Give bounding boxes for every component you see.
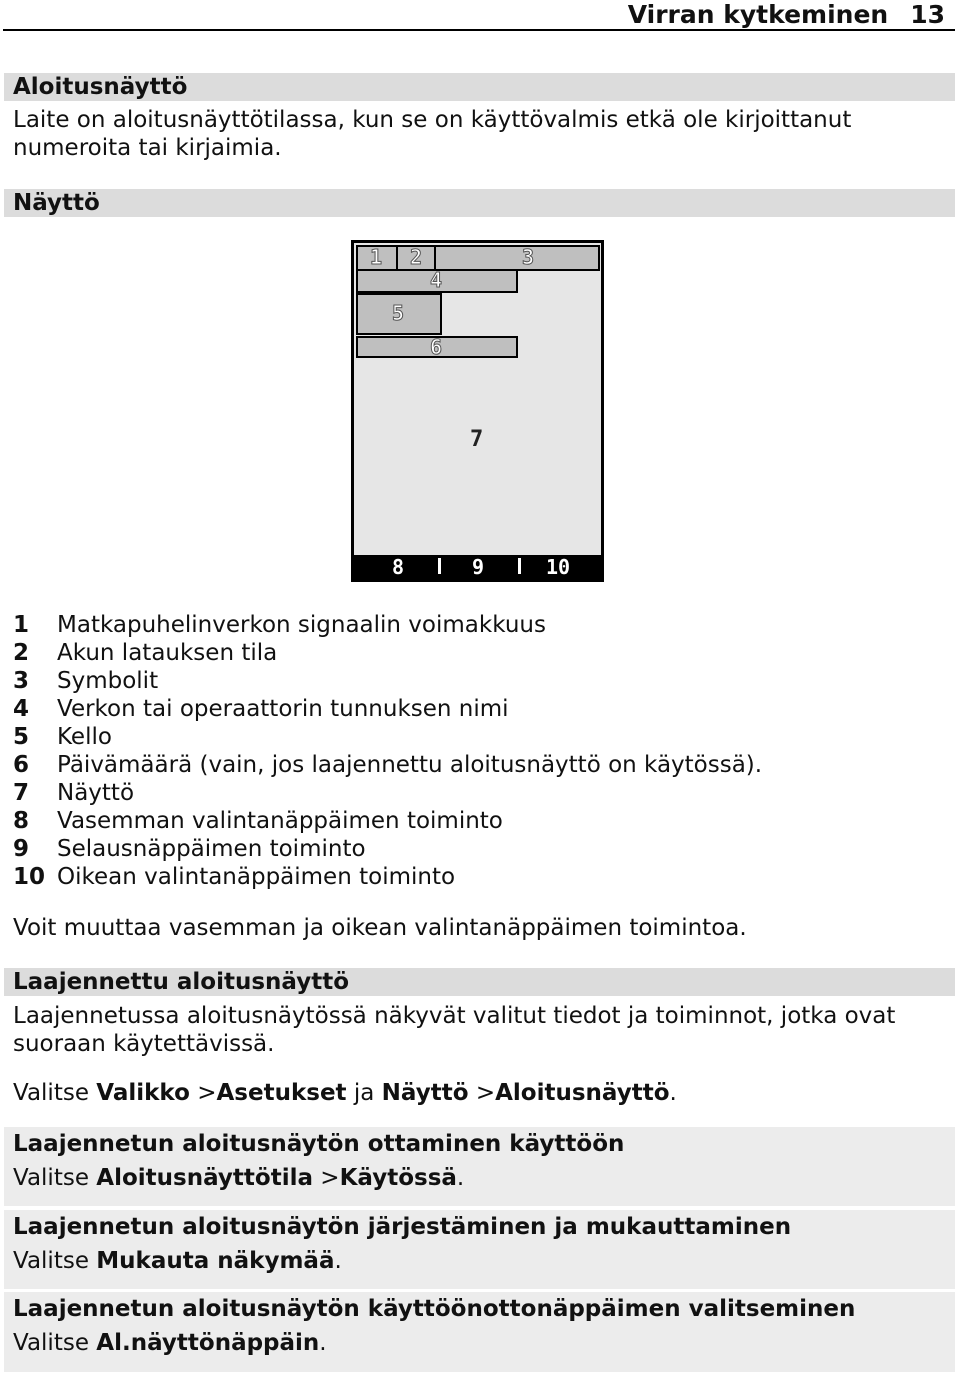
legend-text: Vasemman valintanäppäimen toiminto	[57, 808, 503, 834]
softkey-divider	[518, 558, 521, 574]
instruction-prefix: Valitse	[13, 1248, 89, 1274]
path-separator: >	[475, 1080, 496, 1106]
menu-item-mukauta-nakymaa: Mukauta näkymää	[96, 1248, 335, 1274]
chapter-title: Virran kytkeminen	[627, 0, 889, 29]
display-diagram	[351, 240, 604, 582]
legend-number: 1	[13, 612, 30, 638]
legend-number: 7	[13, 780, 30, 806]
legend-number: 5	[13, 724, 30, 750]
legend-number: 10	[13, 864, 46, 890]
legend-text: Selausnäppäimen toiminto	[57, 836, 366, 862]
softkey-note: Voit muuttaa vasemman ja oikean valintanäppäimen toimintoa.	[13, 915, 747, 941]
path-end: .	[456, 1165, 465, 1191]
legend-item	[13, 751, 762, 779]
instruction-box-enable	[4, 1127, 955, 1206]
box-instruction	[13, 1247, 955, 1275]
box-heading: Laajennetun aloitusnäytön ottaminen käyttöön	[13, 1131, 625, 1157]
header-rule	[3, 29, 955, 31]
menu-item-aloitusnayttotila: Aloitusnäyttötila	[96, 1165, 313, 1191]
legend-text: Symbolit	[57, 668, 159, 694]
running-header	[560, 0, 945, 30]
legend-number: 4	[13, 696, 30, 722]
section-heading-home: Aloitusnäyttö	[4, 73, 955, 101]
legend-item	[13, 695, 762, 723]
instruction-prefix: Valitse	[13, 1330, 89, 1356]
diagram-label-10: 10	[546, 555, 571, 579]
legend-number: 8	[13, 808, 30, 834]
instruction-box-customize	[4, 1210, 955, 1289]
box-instruction	[13, 1329, 955, 1357]
box-heading: Laajennetun aloitusnäytön järjestäminen ja mukauttaminen	[13, 1214, 792, 1240]
legend-text: Matkapuhelinverkon signaalin voimakkuus	[57, 612, 546, 638]
path-end: .	[334, 1248, 342, 1274]
path-end: .	[669, 1080, 677, 1106]
diagram-label-5: 5	[392, 301, 405, 325]
path-conjunction: ja	[353, 1080, 375, 1106]
legend-item	[13, 835, 762, 863]
box-heading: Laajennetun aloitusnäytön käyttöönottonäppäimen valitseminen	[13, 1296, 856, 1322]
legend-item	[13, 807, 762, 835]
instruction-prefix: Valitse	[13, 1165, 89, 1191]
menu-item-asetukset: Asetukset	[216, 1080, 347, 1106]
legend-text: Näyttö	[57, 780, 135, 806]
extended-description: Laajennetussa aloitusnäytössä näkyvät valitut tiedot ja toiminnot, jotka ovat suoraan käytettävissä.	[13, 1003, 896, 1057]
diagram-label-4: 4	[430, 268, 443, 292]
legend-number: 9	[13, 836, 30, 862]
path-separator: >	[197, 1080, 217, 1106]
menu-item-naytto: Näyttö	[381, 1080, 469, 1106]
legend-text: Päivämäärä (vain, jos laajennettu aloitusnäyttö on käytössä).	[57, 752, 763, 778]
legend-item	[13, 611, 762, 639]
instruction-box-key	[4, 1292, 955, 1372]
page-number: 13	[910, 0, 945, 29]
legend-item	[13, 639, 762, 667]
legend-number: 2	[13, 640, 30, 666]
legend-text: Verkon tai operaattorin tunnuksen nimi	[57, 696, 509, 722]
diagram-label-1: 1	[370, 245, 383, 269]
home-description: Laite on aloitusnäyttötilassa, kun se on käyttövalmis etkä ole kirjoittanut numeroita tai kirjaimia.	[13, 107, 852, 161]
legend-text: Akun latauksen tila	[57, 640, 278, 666]
softkey-divider	[438, 558, 441, 574]
menu-item-aloitusnaytto: Aloitusnäyttö	[495, 1080, 670, 1106]
menu-item-kaytossa: Käytössä	[339, 1165, 457, 1191]
legend-item	[13, 723, 762, 751]
legend-text: Kello	[57, 724, 112, 750]
legend-number: 6	[13, 752, 30, 778]
legend-text: Oikean valintanäppäimen toiminto	[57, 864, 456, 890]
softkey-bar	[354, 555, 601, 579]
instruction-prefix: Valitse	[13, 1080, 89, 1106]
diagram-label-3: 3	[522, 245, 535, 269]
diagram-legend	[13, 611, 762, 891]
path-separator: >	[320, 1165, 340, 1191]
legend-item	[13, 863, 762, 891]
menu-item-valikko: Valikko	[96, 1080, 190, 1106]
legend-item	[13, 779, 762, 807]
diagram-label-8: 8	[392, 555, 405, 579]
legend-number: 3	[13, 668, 30, 694]
box-instruction	[13, 1164, 955, 1192]
menu-item-al-nayttonappain: Al.näyttönäppäin	[96, 1330, 320, 1356]
section-heading-extended: Laajennettu aloitusnäyttö	[4, 968, 955, 996]
diagram-label-7: 7	[470, 427, 484, 452]
section-heading-display: Näyttö	[4, 189, 955, 217]
legend-item	[13, 667, 762, 695]
path-end: .	[319, 1330, 327, 1356]
diagram-label-6: 6	[430, 335, 443, 359]
extended-menu-path	[13, 1079, 948, 1107]
diagram-label-2: 2	[410, 245, 423, 269]
diagram-label-9: 9	[472, 555, 485, 579]
